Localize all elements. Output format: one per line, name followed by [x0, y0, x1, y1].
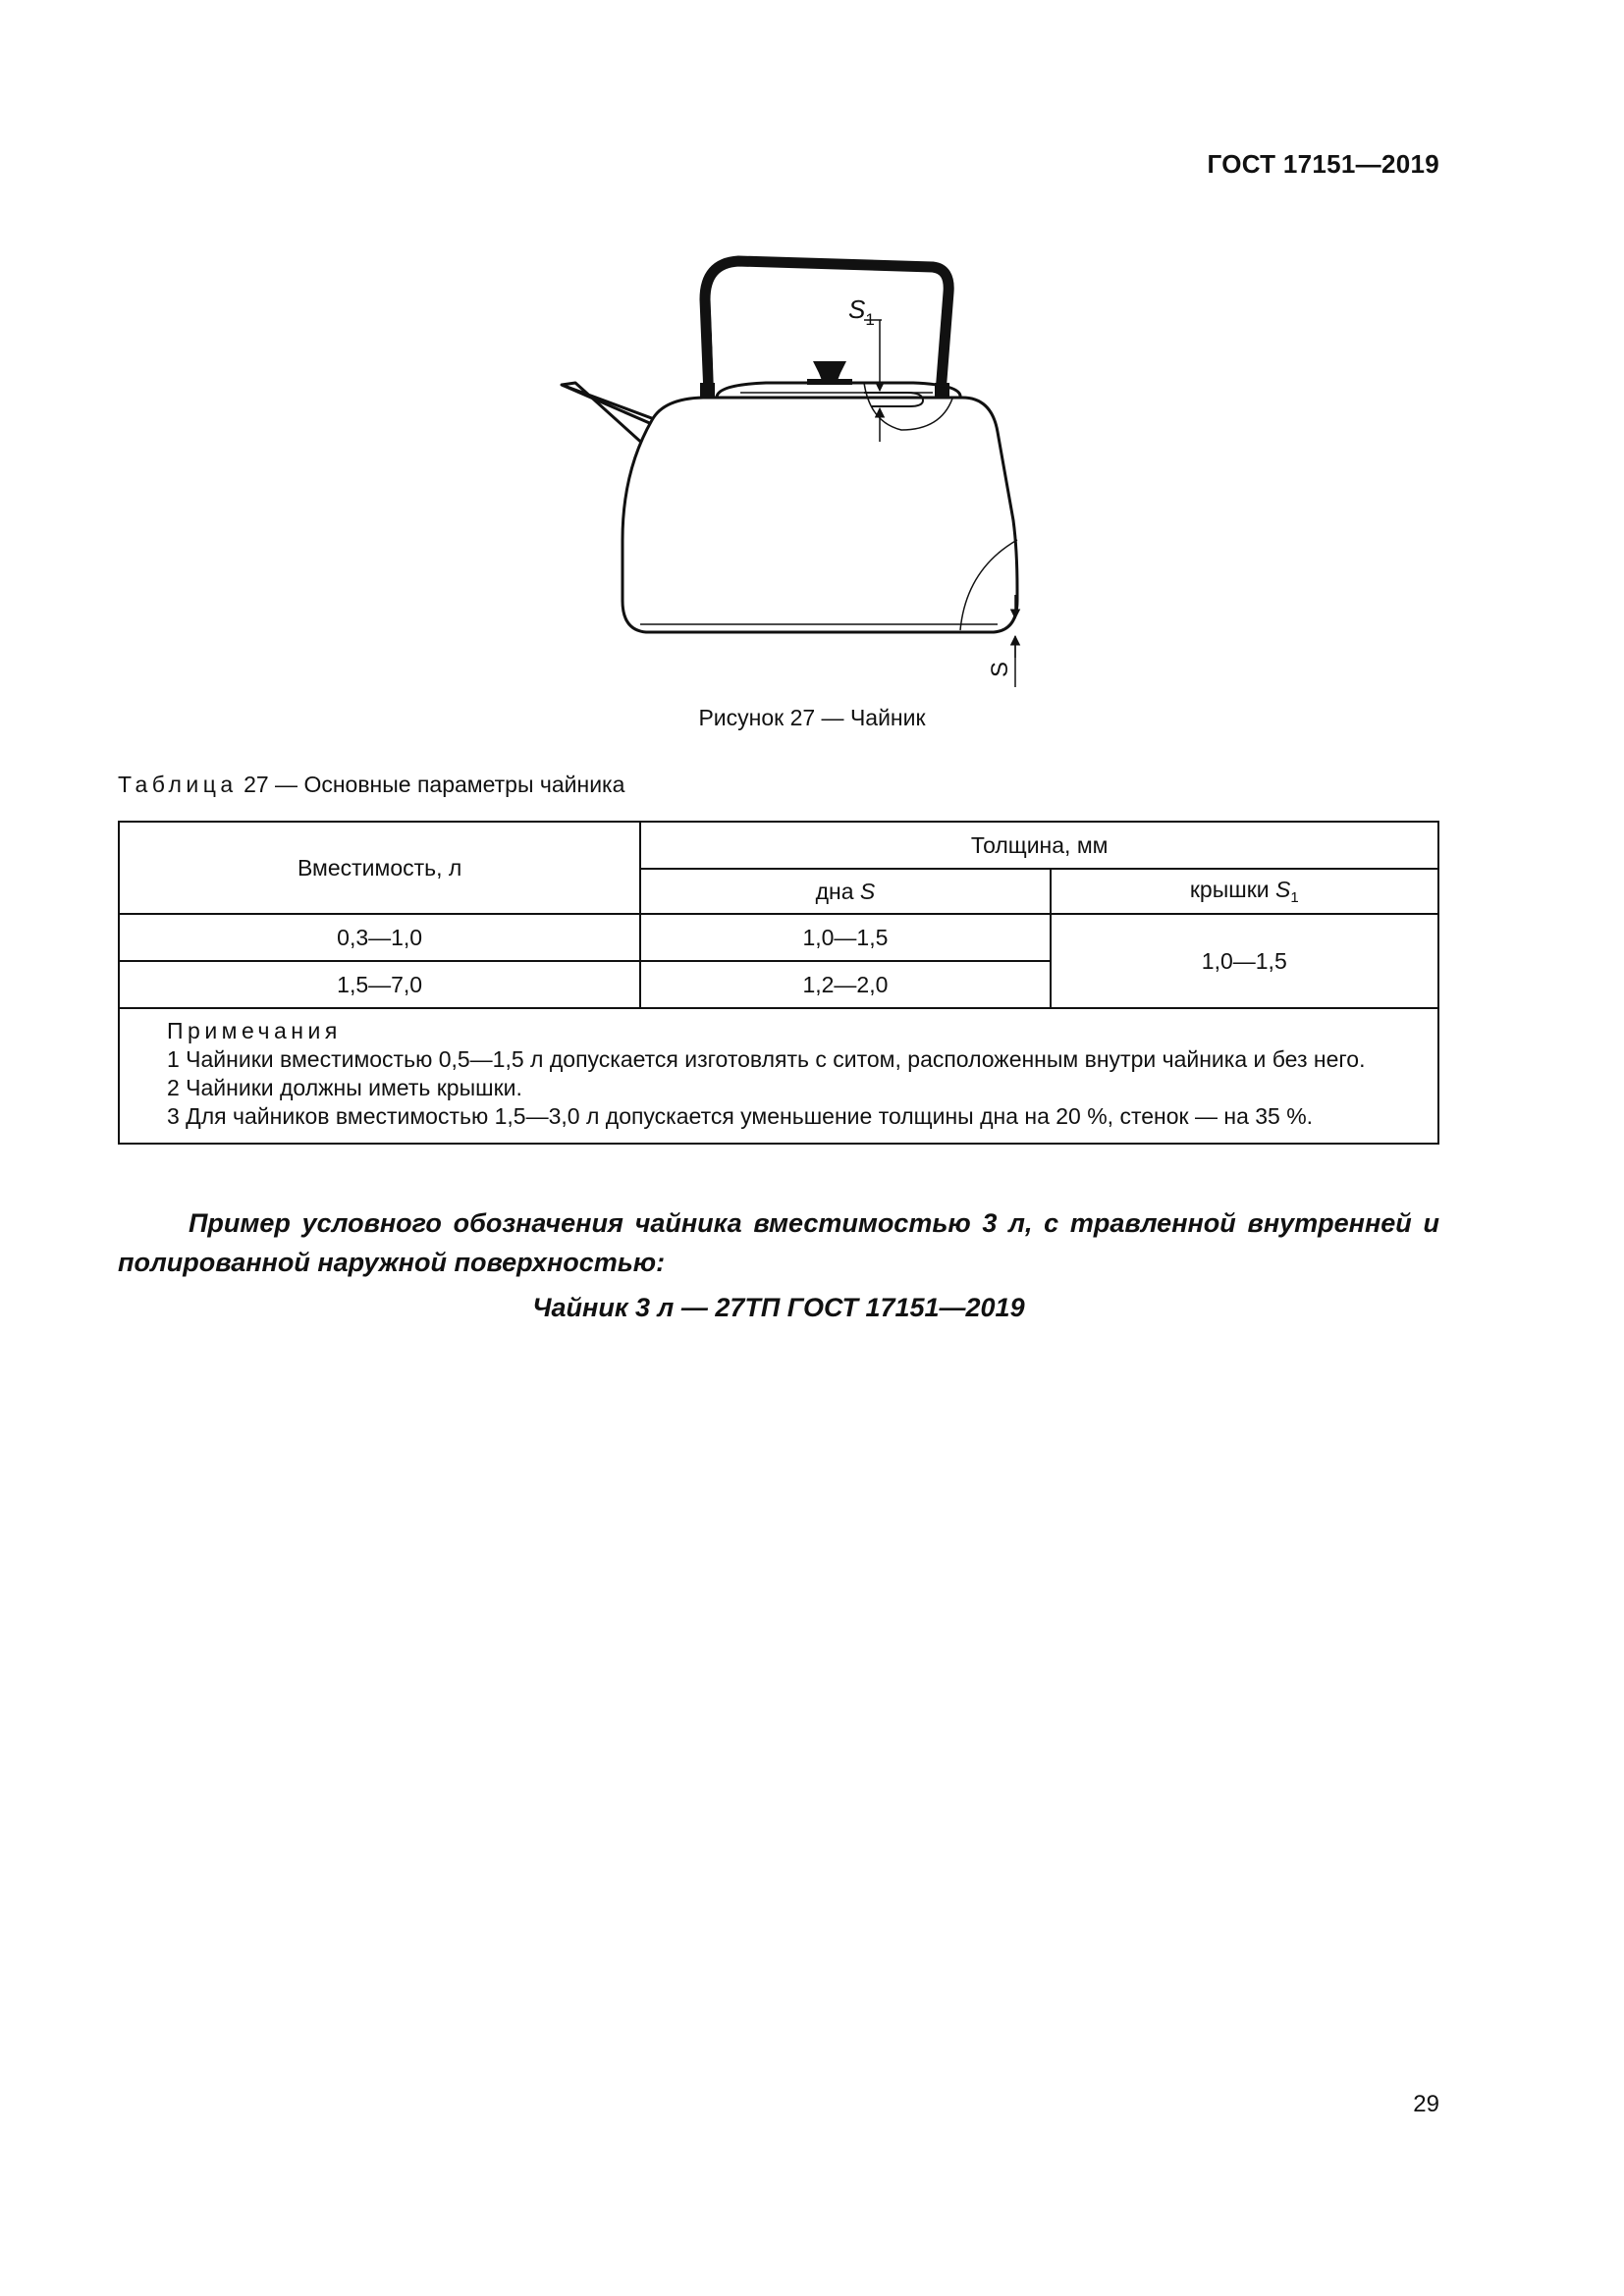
table-notes-row [119, 1008, 1438, 1144]
kettle-figure [530, 245, 1041, 697]
label-s: S [987, 661, 1013, 678]
table-title [118, 772, 624, 798]
label-s1-sub: 1 [865, 310, 875, 329]
header-bottom-text: дна [815, 878, 860, 904]
table-title-text: 27 — Основные параметры чайника [244, 772, 625, 797]
standard-header: ГОСТ 17151—2019 [1207, 149, 1439, 179]
page-number: 29 [1413, 2091, 1439, 2117]
header-bottom [640, 869, 1050, 914]
header-bottom-symbol: S [859, 878, 876, 904]
cell-capacity: 1,5—7,0 [119, 961, 640, 1008]
parameters-table [118, 821, 1439, 1145]
header-lid-text: крышки [1189, 877, 1275, 902]
header-capacity: Вместимость, л [119, 822, 640, 914]
table-header-row [119, 822, 1438, 869]
designation-example [118, 1203, 1439, 1327]
header-lid-subscript: 1 [1290, 889, 1299, 906]
table-title-prefix: Таблица [118, 772, 238, 797]
kettle-lid [717, 383, 960, 398]
header-lid [1051, 869, 1438, 914]
notes-title: Примечания [167, 1018, 342, 1043]
kettle-body [623, 398, 1017, 632]
lid-knob-icon [807, 361, 852, 385]
header-thickness: Толщина, мм [640, 822, 1438, 869]
note-2: 2 Чайники должны иметь крышки. [167, 1075, 522, 1100]
example-text: Пример условного обозначения чайника вместимостью 3 л, с травленной внутренней и полированной наружной поверхностью: [118, 1208, 1439, 1277]
cell-capacity: 0,3—1,0 [119, 914, 640, 961]
example-designation: Чайник 3 л — 27ТП ГОСТ 17151—2019 [532, 1293, 1025, 1322]
header-lid-symbol: S [1275, 877, 1291, 902]
label-s1-main: S [848, 294, 866, 324]
notes-cell [119, 1008, 1438, 1144]
note-1: 1 Чайники вместимостью 0,5—1,5 л допускается изготовлять с ситом, расположенным внутри чайника и без него. [167, 1046, 1366, 1072]
figure-caption: Рисунок 27 — Чайник [698, 705, 926, 730]
cell-bottom: 1,0—1,5 [640, 914, 1050, 961]
note-3: 3 Для чайников вместимостью 1,5—3,0 л допускается уменьшение толщины дна на 20 %, стенок — на 35 %. [167, 1103, 1314, 1129]
table-row [119, 914, 1438, 961]
label-s1 [848, 294, 875, 329]
cell-lid: 1,0—1,5 [1051, 914, 1438, 1008]
cell-bottom: 1,2—2,0 [640, 961, 1050, 1008]
